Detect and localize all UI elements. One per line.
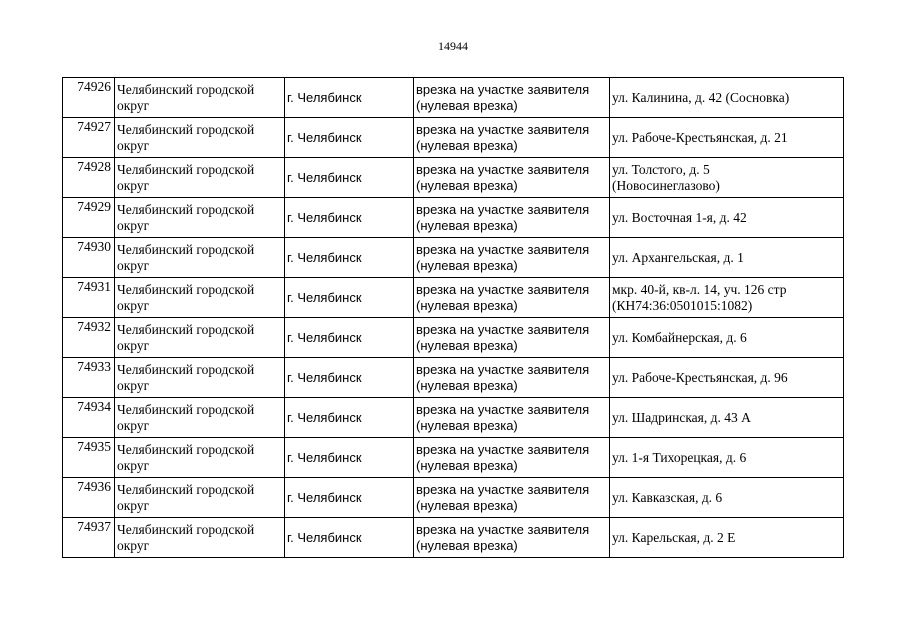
address-cell: ул. Толстого, д. 5 (Новосинеглазово) — [610, 158, 844, 198]
table-row — [63, 158, 844, 198]
table-row — [63, 358, 844, 398]
table-row — [63, 438, 844, 478]
row-number-cell: 74933 — [63, 358, 115, 398]
table-row — [63, 78, 844, 118]
row-number-cell: 74926 — [63, 78, 115, 118]
connection-type-cell: врезка на участке заявителя (нулевая врезка) — [414, 238, 610, 278]
address-cell: ул. Калинина, д. 42 (Сосновка) — [610, 78, 844, 118]
district-cell: Челябинский городской округ — [115, 318, 285, 358]
city-cell: г. Челябинск — [285, 118, 414, 158]
city-cell: г. Челябинск — [285, 398, 414, 438]
district-cell: Челябинский городской округ — [115, 158, 285, 198]
table-row — [63, 238, 844, 278]
row-number-cell: 74929 — [63, 198, 115, 238]
address-cell: мкр. 40-й, кв-л. 14, уч. 126 стр (КН74:36:0501015:1082) — [610, 278, 844, 318]
connection-type-cell: врезка на участке заявителя (нулевая врезка) — [414, 118, 610, 158]
connection-type-cell: врезка на участке заявителя (нулевая врезка) — [414, 438, 610, 478]
table-row — [63, 318, 844, 358]
district-cell: Челябинский городской округ — [115, 478, 285, 518]
row-number-cell: 74931 — [63, 278, 115, 318]
table-row — [63, 198, 844, 238]
connection-type-cell: врезка на участке заявителя (нулевая врезка) — [414, 78, 610, 118]
district-cell: Челябинский городской округ — [115, 238, 285, 278]
registry-table — [62, 77, 844, 558]
district-cell: Челябинский городской округ — [115, 518, 285, 558]
city-cell: г. Челябинск — [285, 358, 414, 398]
city-cell: г. Челябинск — [285, 478, 414, 518]
table-row — [63, 398, 844, 438]
district-cell: Челябинский городской округ — [115, 78, 285, 118]
address-cell: ул. Шадринская, д. 43 А — [610, 398, 844, 438]
city-cell: г. Челябинск — [285, 278, 414, 318]
table-row — [63, 118, 844, 158]
row-number-cell: 74930 — [63, 238, 115, 278]
address-cell: ул. Комбайнерская, д. 6 — [610, 318, 844, 358]
connection-type-cell: врезка на участке заявителя (нулевая врезка) — [414, 358, 610, 398]
address-cell: ул. 1-я Тихорецкая, д. 6 — [610, 438, 844, 478]
row-number-cell: 74932 — [63, 318, 115, 358]
row-number-cell: 74928 — [63, 158, 115, 198]
address-cell: ул. Карельская, д. 2 Е — [610, 518, 844, 558]
city-cell: г. Челябинск — [285, 78, 414, 118]
connection-type-cell: врезка на участке заявителя (нулевая врезка) — [414, 278, 610, 318]
address-cell: ул. Кавказская, д. 6 — [610, 478, 844, 518]
city-cell: г. Челябинск — [285, 438, 414, 478]
city-cell: г. Челябинск — [285, 238, 414, 278]
connection-type-cell: врезка на участке заявителя (нулевая врезка) — [414, 158, 610, 198]
connection-type-cell: врезка на участке заявителя (нулевая врезка) — [414, 478, 610, 518]
row-number-cell: 74927 — [63, 118, 115, 158]
district-cell: Челябинский городской округ — [115, 398, 285, 438]
connection-type-cell: врезка на участке заявителя (нулевая врезка) — [414, 318, 610, 358]
district-cell: Челябинский городской округ — [115, 278, 285, 318]
connection-type-cell: врезка на участке заявителя (нулевая врезка) — [414, 198, 610, 238]
connection-type-cell: врезка на участке заявителя (нулевая врезка) — [414, 398, 610, 438]
city-cell: г. Челябинск — [285, 518, 414, 558]
district-cell: Челябинский городской округ — [115, 438, 285, 478]
address-cell: ул. Архангельская, д. 1 — [610, 238, 844, 278]
row-number-cell: 74934 — [63, 398, 115, 438]
row-number-cell: 74936 — [63, 478, 115, 518]
table-row — [63, 478, 844, 518]
address-cell: ул. Рабоче-Крестьянская, д. 21 — [610, 118, 844, 158]
table-row — [63, 278, 844, 318]
row-number-cell: 74937 — [63, 518, 115, 558]
city-cell: г. Челябинск — [285, 198, 414, 238]
district-cell: Челябинский городской округ — [115, 358, 285, 398]
address-cell: ул. Рабоче-Крестьянская, д. 96 — [610, 358, 844, 398]
district-cell: Челябинский городской округ — [115, 118, 285, 158]
row-number-cell: 74935 — [63, 438, 115, 478]
table-row — [63, 518, 844, 558]
registry-table-body — [63, 78, 844, 558]
city-cell: г. Челябинск — [285, 158, 414, 198]
page-number: 14944 — [438, 39, 468, 53]
district-cell: Челябинский городской округ — [115, 198, 285, 238]
city-cell: г. Челябинск — [285, 318, 414, 358]
connection-type-cell: врезка на участке заявителя (нулевая врезка) — [414, 518, 610, 558]
address-cell: ул. Восточная 1-я, д. 42 — [610, 198, 844, 238]
